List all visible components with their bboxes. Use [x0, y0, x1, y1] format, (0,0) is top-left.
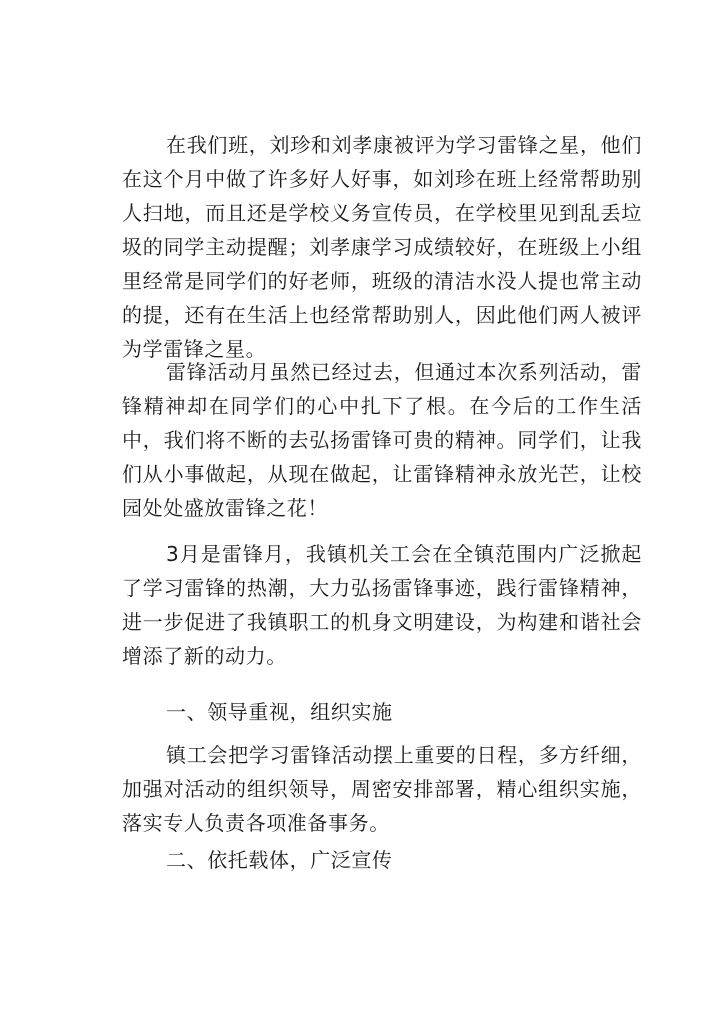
paragraph-star-students: 在我们班，刘珍和刘孝康被评为学习雷锋之星，他们在这个月中做了许多好人好事，如刘珍在班上经常帮助别人扫地，而且还是学校义务宣传员，在学校里见到乱丢垃圾的同学主动提醒；刘孝康学习成绩较好，在班级上小组里经常是同学们的好老师，班级的清洁水没人提也常主动的提，还有在生活上也经常帮助别人，因此他们两人被评为学雷锋之星。	[122, 133, 642, 361]
paragraph-march-activities: 3月是雷锋月，我镇机关工会在全镇范围内广泛掀起了学习雷锋的热潮，大力弘扬雷锋事迹，践行雷锋精神，进一步促进了我镇职工的机身文明建设，为构建和谐社会增添了新的动力。	[122, 542, 642, 668]
section-heading-publicity: 二、依托载体，广泛宣传	[166, 848, 393, 872]
paragraph-lei-feng-spirit: 雷锋活动月虽然已经过去，但通过本次系列活动，雷锋精神却在同学们的心中扎下了根。在今后的工作生活中，我们将不断的去弘扬雷锋可贵的精神。同学们，让我们从小事做起，从现在做起，让雷锋精神永放光芒，让校园处处盛放雷锋之花！	[122, 360, 642, 520]
section-heading-leadership: 一、领导重视，组织实施	[166, 700, 393, 724]
paragraph-union-organization: 镇工会把学习雷锋活动摆上重要的日程，多方纤细，加强对活动的组织领导，周密安排部署，精心组织实施，落实专人负责各项准备事务。	[122, 743, 642, 835]
